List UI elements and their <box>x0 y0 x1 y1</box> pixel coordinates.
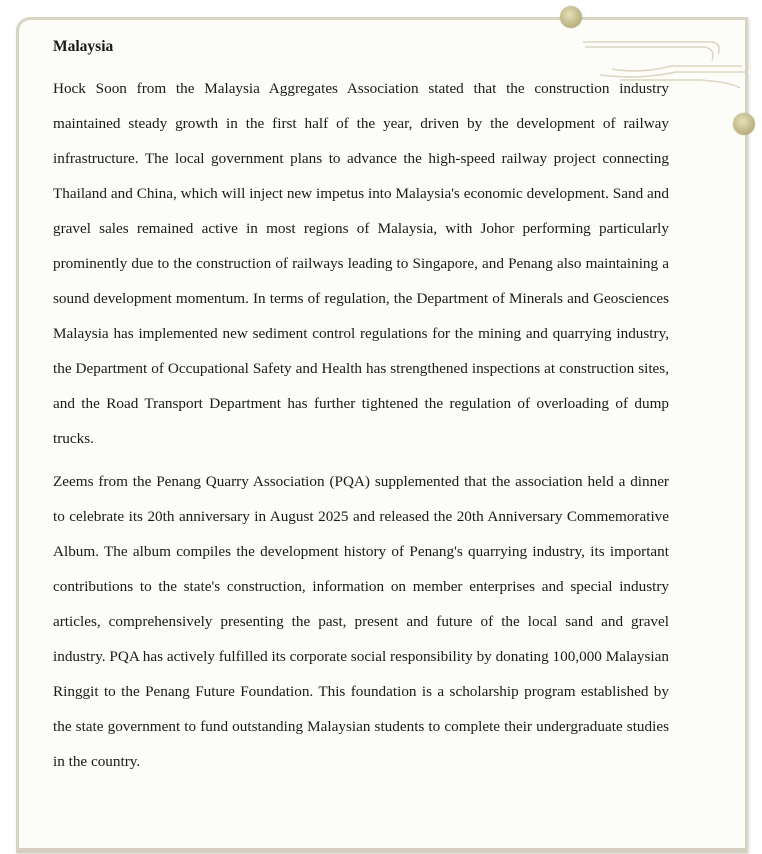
article-body <box>53 33 669 787</box>
top-bead-ornament <box>560 6 582 28</box>
paragraph-penang-quarry: Zeems from the Penang Quarry Association (PQA) supplemented that the association held a dinner to celebrate its 20th anniversary in August 2025 and released the 20th Anniversary Commemorative Album. The album compiles the development history of Penang's quarrying industry, its important contributions to the state's construction, information on member enterprises and special industry articles, comprehensively presenting the past, present and future of the local sand and gravel industry. PQA has actively fulfilled its corporate social responsibility by donating 100,000 Malaysian Ringgit to the Penang Future Foundation. This foundation is a scholarship program established by the state government to fund outstanding Malaysian students to complete their undergraduate studies in the country. <box>53 473 669 770</box>
side-bead-ornament <box>733 113 755 135</box>
section-heading: Malaysia <box>53 38 114 55</box>
paragraph-malaysia-aggregates: Hock Soon from the Malaysia Aggregates Association stated that the construction industry maintained steady growth in the first half of the year, driven by the development of railway infrastructure. The local government plans to advance the high-speed railway project connecting Thailand and China, which will inject new impetus into Malaysia's economic development. Sand and gravel sales remained active in most regions of Malaysia, with Johor performing particularly prominently due to the construction of railways leading to Singapore, and Penang also maintaining a sound development momentum. In terms of regulation, the Department of Minerals and Geosciences Malaysia has implemented new sediment control regulations for the mining and quarrying industry, the Department of Occupational Safety and Health has strengthened inspections at construction sites, and the Road Transport Department has further tightened the regulation of overloading of dump trucks. <box>53 80 669 447</box>
